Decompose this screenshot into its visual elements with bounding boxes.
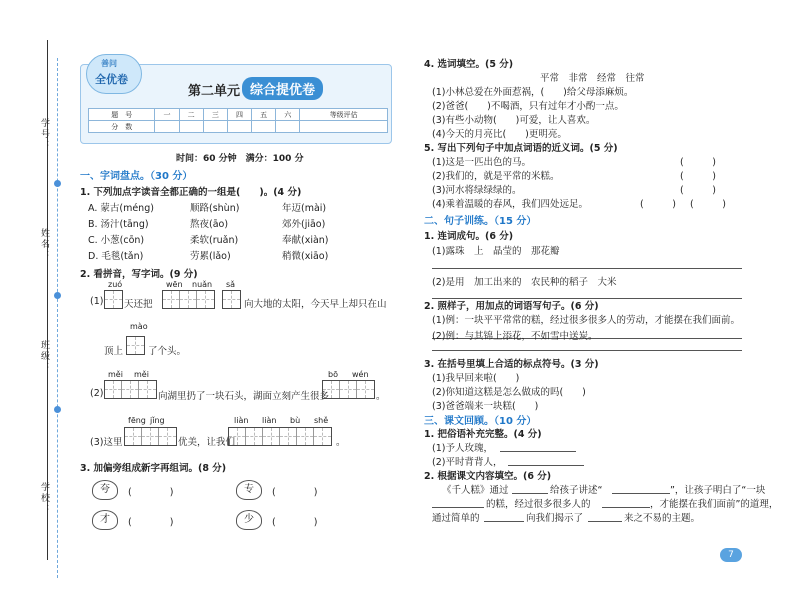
answer-blank[interactable]: ( ) bbox=[690, 199, 726, 210]
option-a-3: 年迈(mài) bbox=[282, 203, 327, 214]
word-bank: 平常 非常 经常 往常 bbox=[540, 73, 645, 84]
option-d-3: 稍微(xiāo) bbox=[282, 251, 329, 262]
logo-top-text: 善问 bbox=[101, 59, 117, 68]
answer-line[interactable] bbox=[512, 493, 548, 494]
answer-line[interactable] bbox=[508, 465, 584, 466]
series-logo bbox=[86, 54, 142, 94]
answer-blank[interactable]: ( ) bbox=[680, 171, 716, 182]
pinyin: fēng bbox=[128, 416, 146, 425]
score-cell[interactable] bbox=[203, 121, 227, 133]
question-1-3: 3. 加偏旁组成新字再组词。(8 分) bbox=[80, 463, 227, 474]
writing-grid[interactable] bbox=[126, 336, 145, 355]
score-cell[interactable] bbox=[179, 121, 203, 133]
unit-title: 第二单元 bbox=[188, 84, 241, 99]
page-number: 7 bbox=[720, 548, 742, 562]
score-cell: 五 bbox=[252, 109, 276, 121]
score-row-values bbox=[89, 121, 388, 133]
answer-line[interactable] bbox=[484, 521, 524, 522]
word-order-2: (2)是用 加工出来的 农民种的稻子 大米 bbox=[432, 277, 617, 288]
pinyin: liàn bbox=[262, 416, 277, 425]
writing-grid[interactable] bbox=[124, 427, 177, 446]
fill-line: (3)有些小动物( )可爱，让人喜欢。 bbox=[432, 115, 596, 126]
option-d-2: 劳累(lǎo) bbox=[190, 251, 231, 262]
synonym-line: (1)这是一匹出色的马。 bbox=[432, 157, 531, 168]
option-a: A. 蒙古(méng) bbox=[88, 203, 154, 214]
example-2: (2)例：与其锦上添花，不如雪中送炭。 bbox=[432, 331, 598, 342]
score-table bbox=[88, 108, 388, 133]
answer-blank[interactable]: ( ) bbox=[680, 157, 716, 168]
q2-text: (3)这里 bbox=[90, 437, 123, 448]
q2-label-2: (2) bbox=[90, 388, 104, 399]
answer-line[interactable] bbox=[432, 507, 484, 508]
q2-text: 天还把 bbox=[124, 299, 153, 310]
radical-char: 夸 bbox=[92, 480, 118, 500]
time-and-score: 时间：60 分钟 满分：100 分 bbox=[176, 154, 304, 164]
pinyin: měi bbox=[134, 370, 149, 379]
proverb-2: (2)平时背背人， bbox=[432, 457, 503, 468]
question-1-5: 5. 写出下列句子中加点词语的近义词。(5 分) bbox=[424, 143, 618, 154]
radical-char: 专 bbox=[236, 480, 262, 500]
q2-text: 向湖里扔了一块石头，湖面立刻产生很多 bbox=[158, 391, 330, 402]
option-c: C. 小葱(cōn) bbox=[88, 235, 145, 246]
score-cell[interactable] bbox=[300, 121, 388, 133]
fill-line: (4)今天的月亮比( )更明亮。 bbox=[432, 129, 567, 140]
question-2-3: 3. 在括号里填上合适的标点符号。(3 分) bbox=[424, 359, 599, 370]
recall-text: ，才能摆在我们面前”的道理， bbox=[650, 499, 779, 510]
answer-blank[interactable]: ( ) bbox=[640, 199, 676, 210]
q2-text: 优美，让我们 bbox=[178, 437, 236, 448]
fill-line: (2)爸爸( )不喝酒，只有过年才小酌一点。 bbox=[432, 101, 624, 112]
score-cell: 四 bbox=[227, 109, 251, 121]
recall-text: ”，让孩子明白了“一块 bbox=[670, 485, 766, 496]
option-b: B. 汤汁(tāng) bbox=[88, 219, 149, 230]
pinyin: sǎ bbox=[226, 280, 236, 289]
school-label: 学校： bbox=[39, 482, 49, 515]
synonym-line: (2)我们的，就是平常的米糕。 bbox=[432, 171, 560, 182]
punctuation-line: (1)我早回来啦( ) bbox=[432, 373, 520, 384]
answer-blank[interactable]: ( ) bbox=[128, 487, 174, 498]
writing-grid[interactable] bbox=[104, 290, 123, 309]
q2-text: 。 bbox=[336, 437, 346, 448]
answer-blank[interactable]: ( ) bbox=[272, 487, 318, 498]
pinyin: mào bbox=[130, 322, 148, 331]
section-2-title: 二、句子训练。（15 分） bbox=[424, 216, 537, 227]
option-a-2: 顺路(shùn) bbox=[190, 203, 240, 214]
question-1-1: 1. 下列加点字读音全都正确的一组是( )。(4 分) bbox=[80, 187, 302, 198]
writing-grid[interactable] bbox=[228, 427, 332, 446]
binding-hole bbox=[54, 180, 61, 187]
recall-text: 《千人糕》通过 bbox=[442, 485, 509, 496]
answer-blank[interactable]: ( ) bbox=[680, 185, 716, 196]
pinyin: zuó bbox=[108, 280, 123, 289]
option-c-2: 柔软(ruǎn) bbox=[190, 235, 239, 246]
pinyin: shě bbox=[314, 416, 329, 425]
answer-line[interactable] bbox=[432, 350, 742, 351]
student-number-label: 学号： bbox=[39, 118, 49, 151]
binding-hole bbox=[54, 406, 61, 413]
question-1-2: 2. 看拼音，写字词。(9 分) bbox=[80, 269, 198, 280]
q2-text: 了个头。 bbox=[148, 346, 187, 357]
q2-label-1: (1) bbox=[90, 296, 104, 307]
answer-line[interactable] bbox=[602, 507, 650, 508]
option-c-3: 奉献(xiàn) bbox=[282, 235, 329, 246]
answer-blank[interactable]: ( ) bbox=[128, 517, 174, 528]
class-label: 班级： bbox=[39, 340, 49, 373]
recall-text: 给孩子讲述“ bbox=[550, 485, 603, 496]
q2-text: 。 bbox=[376, 391, 386, 402]
score-cell: 分 数 bbox=[89, 121, 155, 133]
recall-text: 的糕，经过很多很多人的 bbox=[486, 499, 591, 510]
option-b-2: 熬夜(āo) bbox=[190, 219, 229, 230]
paper-type-tag: 综合提优卷 bbox=[242, 77, 323, 100]
section-1-title: 一、字词盘点。（30 分） bbox=[80, 171, 193, 182]
option-d: D. 毛毯(tǎn) bbox=[88, 251, 144, 262]
proverb-1: (1)予人玫瑰， bbox=[432, 443, 493, 454]
fill-line: (1)小林总爱在外面惹祸，( )给父母添麻烦。 bbox=[432, 87, 634, 98]
score-cell: 三 bbox=[203, 109, 227, 121]
score-cell: 一 bbox=[155, 109, 179, 121]
example-1: (1)例：一块平平常常的糕，经过很多很多人的劳动，才能摆在我们面前。 bbox=[432, 315, 740, 326]
pinyin: liàn bbox=[234, 416, 249, 425]
question-3-1: 1. 把俗语补充完整。(4 分) bbox=[424, 429, 542, 440]
pinyin: wén bbox=[352, 370, 369, 379]
answer-line[interactable] bbox=[432, 268, 742, 269]
student-name-label: 姓名： bbox=[39, 228, 49, 261]
logo-bottom-text: 全优卷 bbox=[95, 73, 128, 86]
score-cell[interactable] bbox=[155, 121, 179, 133]
section-3-title: 三、课文回顾。（10 分） bbox=[424, 416, 537, 427]
question-1-4: 4. 选词填空。(5 分) bbox=[424, 59, 514, 70]
answer-line[interactable] bbox=[500, 451, 576, 452]
question-2-2: 2. 照样子，用加点的词语写句子。(6 分) bbox=[424, 301, 599, 312]
radical-char: 少 bbox=[236, 510, 262, 530]
q2-text: 顶上 bbox=[104, 346, 124, 357]
synonym-line: (3)河水将绿绿绿的。 bbox=[432, 185, 522, 196]
answer-line[interactable] bbox=[612, 493, 670, 494]
binding-hole bbox=[54, 292, 61, 299]
question-3-2: 2. 根据课文内容填空。(6 分) bbox=[424, 471, 552, 482]
punctuation-line: (2)你知道这糕是怎么做成的吗( ) bbox=[432, 387, 586, 398]
score-cell[interactable] bbox=[252, 121, 276, 133]
pinyin: měi bbox=[108, 370, 123, 379]
synonym-line: (4)乘着温暖的春风，我们四处远足。 bbox=[432, 199, 588, 210]
binding-strip bbox=[0, 0, 72, 602]
writing-grid[interactable] bbox=[104, 380, 157, 399]
pinyin: wēn bbox=[166, 280, 183, 289]
writing-grid[interactable] bbox=[162, 290, 215, 309]
punctuation-line: (3)爸爸端来一块糕( ) bbox=[432, 401, 539, 412]
answer-blank[interactable]: ( ) bbox=[272, 517, 318, 528]
q2-text: 向大地的太阳，今天早上却只在山 bbox=[244, 299, 387, 310]
recall-text: 向我们揭示了 bbox=[526, 513, 584, 524]
recall-text: 来之不易的主题。 bbox=[624, 513, 701, 524]
writing-grid[interactable] bbox=[222, 290, 241, 309]
binding-dashed-line bbox=[57, 58, 58, 578]
writing-grid[interactable] bbox=[322, 380, 375, 399]
score-cell: 等级评估 bbox=[300, 109, 388, 121]
radical-char: 才 bbox=[92, 510, 118, 530]
score-row-headers bbox=[89, 109, 388, 121]
pinyin: bō bbox=[328, 370, 338, 379]
option-b-3: 郊外(jiāo) bbox=[282, 219, 326, 230]
pinyin: jǐng bbox=[150, 416, 165, 425]
score-cell[interactable] bbox=[276, 121, 300, 133]
question-2-1: 1. 连词成句。(6 分) bbox=[424, 231, 514, 242]
answer-line[interactable] bbox=[588, 521, 622, 522]
word-order-1: (1)露珠 上 晶莹的 那花瓣 bbox=[432, 246, 560, 257]
score-cell[interactable] bbox=[227, 121, 251, 133]
recall-text: 通过简单的 bbox=[432, 513, 480, 524]
score-cell: 六 bbox=[276, 109, 300, 121]
score-cell: 题 号 bbox=[89, 109, 155, 121]
score-cell: 二 bbox=[179, 109, 203, 121]
pinyin: nuǎn bbox=[192, 280, 213, 289]
pinyin: bù bbox=[290, 416, 301, 425]
